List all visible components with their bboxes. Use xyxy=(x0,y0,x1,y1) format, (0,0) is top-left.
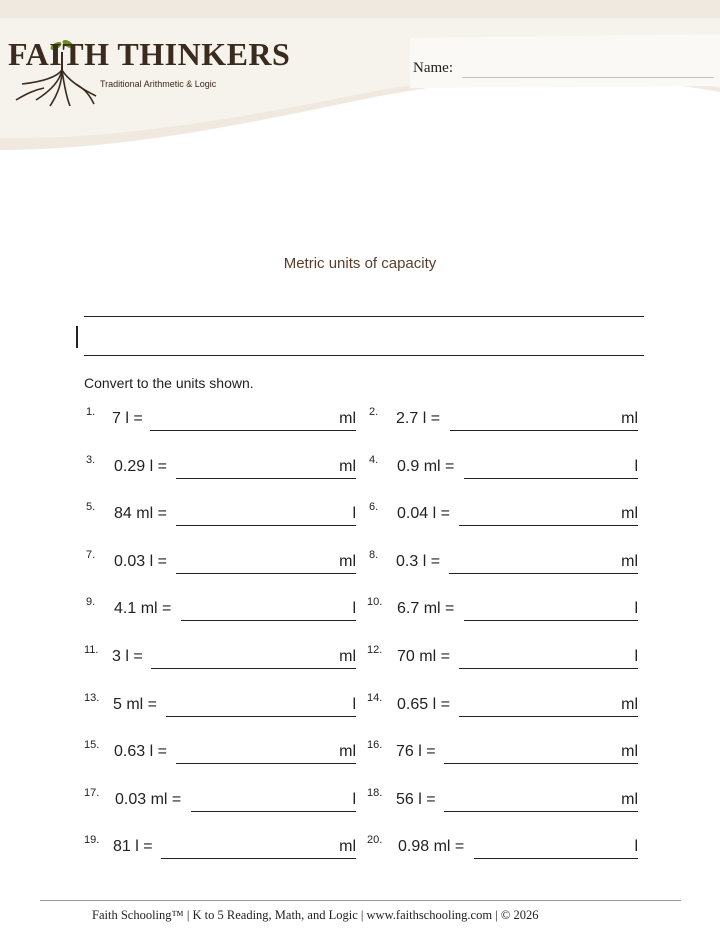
answer-unit: ml xyxy=(621,743,638,760)
problem-question: 4.1 ml = xyxy=(114,600,172,617)
problem-question: 0.9 ml = xyxy=(397,458,455,475)
logo-title: FAITH THINKERS xyxy=(8,36,291,72)
problem-question: 76 l = xyxy=(396,743,436,760)
problem-item xyxy=(0,549,720,575)
problem-question: 0.04 l = xyxy=(397,505,450,522)
problem-number: 3. xyxy=(86,454,96,466)
name-field[interactable] xyxy=(462,77,714,78)
problem-item xyxy=(0,501,720,527)
divider-top xyxy=(84,316,644,317)
problem-question: 7 l = xyxy=(112,410,143,427)
problem-number: 20. xyxy=(367,834,383,846)
problem-question: 0.3 l = xyxy=(396,553,441,570)
answer-unit: l xyxy=(634,600,638,617)
answer-unit: l xyxy=(352,600,356,617)
problem-number: 11. xyxy=(84,644,99,656)
answer-unit: l xyxy=(634,458,638,475)
problem-number: 9. xyxy=(86,596,96,608)
problem-item xyxy=(0,834,720,860)
text-cursor xyxy=(76,326,78,348)
problem-number: 14. xyxy=(367,692,383,704)
problem-item xyxy=(0,787,720,813)
worksheet-title: Metric units of capacity xyxy=(283,255,437,272)
problem-number: 10. xyxy=(367,596,383,608)
answer-field[interactable] xyxy=(459,525,638,526)
problem-question: 81 l = xyxy=(113,838,153,855)
footer-text: Faith Schooling™ | K to 5 Reading, Math, and Logic | www.faithschooling.com | © 2026 xyxy=(92,908,539,922)
answer-field[interactable] xyxy=(464,620,638,621)
problem-question: 0.03 ml = xyxy=(115,791,182,808)
instructions: Convert to the units shown. xyxy=(84,375,254,391)
problem-number: 2. xyxy=(369,406,379,418)
answer-unit: ml xyxy=(621,410,638,427)
problem-question: 6.7 ml = xyxy=(397,600,455,617)
problem-number: 8. xyxy=(369,549,379,561)
answer-unit: l xyxy=(634,648,638,665)
problem-question: 0.98 ml = xyxy=(398,838,465,855)
answer-field[interactable] xyxy=(464,478,638,479)
footer-divider xyxy=(40,900,681,901)
problem-question: 0.29 l = xyxy=(114,458,167,475)
answer-unit: ml xyxy=(339,838,356,855)
problem-question: 0.65 l = xyxy=(397,696,450,713)
answer-unit: ml xyxy=(621,696,638,713)
problem-number: 12. xyxy=(367,644,383,656)
problem-question: 56 l = xyxy=(396,791,436,808)
answer-unit: ml xyxy=(339,410,356,427)
answer-field[interactable] xyxy=(450,430,638,431)
answer-unit: l xyxy=(352,791,356,808)
problem-question: 84 ml = xyxy=(114,505,167,522)
problem-item xyxy=(0,454,720,480)
problem-number: 18. xyxy=(367,787,383,799)
answer-unit: ml xyxy=(339,458,356,475)
answer-field[interactable] xyxy=(449,573,638,574)
answer-unit: ml xyxy=(339,648,356,665)
problem-question: 2.7 l = xyxy=(396,410,441,427)
problem-item xyxy=(0,406,720,432)
problem-number: 13. xyxy=(84,692,100,704)
answer-field[interactable] xyxy=(459,668,638,669)
problem-question: 0.63 l = xyxy=(114,743,167,760)
page-header xyxy=(0,0,720,170)
problem-item xyxy=(0,596,720,622)
problem-number: 1. xyxy=(86,406,96,418)
problem-item xyxy=(0,692,720,718)
answer-unit: ml xyxy=(621,553,638,570)
answer-unit: ml xyxy=(621,791,638,808)
answer-unit: l xyxy=(352,505,356,522)
problem-question: 3 l = xyxy=(112,648,143,665)
answer-field[interactable] xyxy=(474,858,638,859)
problem-item xyxy=(0,739,720,765)
answer-unit: ml xyxy=(339,553,356,570)
problem-number: 15. xyxy=(84,739,100,751)
problem-number: 17. xyxy=(84,787,100,799)
answer-field[interactable] xyxy=(444,811,638,812)
name-label: Name: xyxy=(413,60,453,76)
problem-question: 70 ml = xyxy=(397,648,450,665)
problem-number: 5. xyxy=(86,501,96,513)
answer-unit: l xyxy=(352,696,356,713)
answer-field[interactable] xyxy=(459,716,638,717)
problem-question: 5 ml = xyxy=(113,696,158,713)
problem-number: 16. xyxy=(367,739,383,751)
answer-unit: ml xyxy=(621,505,638,522)
problem-number: 4. xyxy=(369,454,379,466)
answer-unit: l xyxy=(634,838,638,855)
problem-number: 19. xyxy=(84,834,100,846)
problem-question: 0.03 l = xyxy=(114,553,167,570)
problem-item xyxy=(0,644,720,670)
divider-bottom xyxy=(84,355,644,356)
problem-number: 6. xyxy=(369,501,379,513)
answer-unit: ml xyxy=(339,743,356,760)
answer-field[interactable] xyxy=(444,763,638,764)
problem-number: 7. xyxy=(86,549,96,561)
logo-subtitle: Traditional Arithmetic & Logic xyxy=(100,79,217,89)
